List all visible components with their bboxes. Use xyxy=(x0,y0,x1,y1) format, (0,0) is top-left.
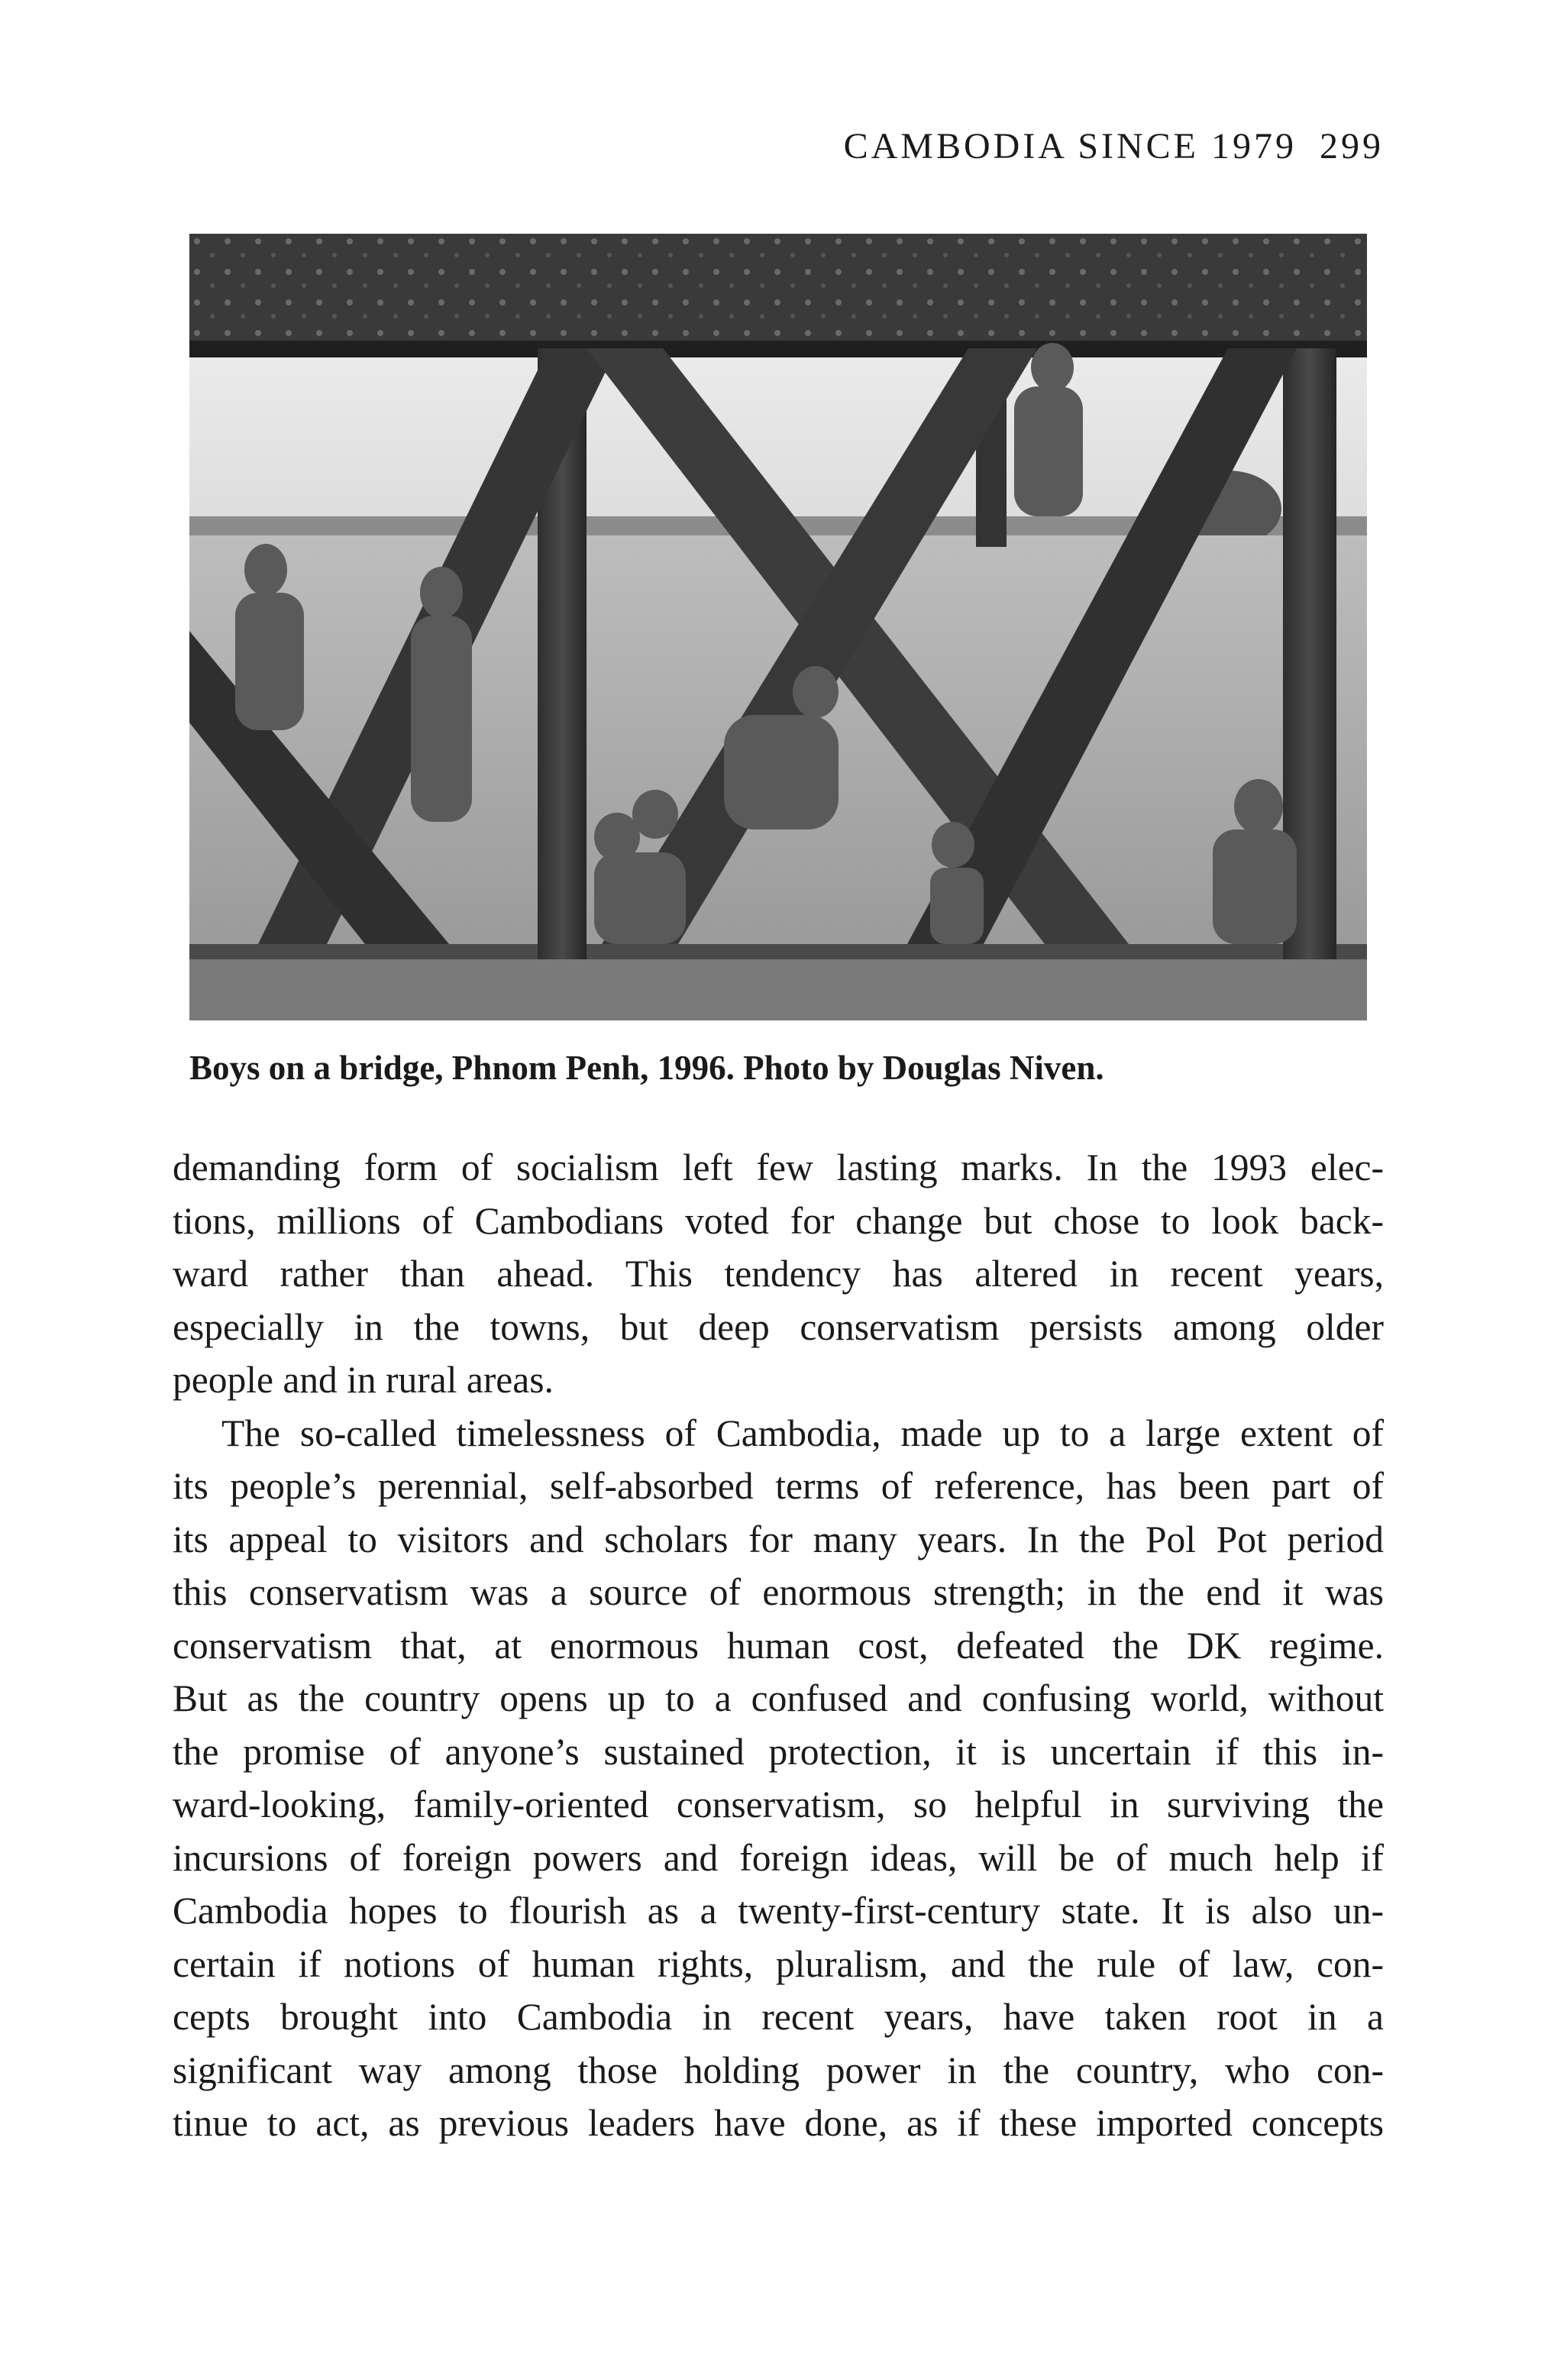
text-line: ward rather than ahead. This tendency has altered in recent years, xyxy=(173,1253,1384,1295)
photograph-illustration xyxy=(189,234,1367,1020)
text-line: especially in the towns, but deep conservatism persists among older xyxy=(173,1305,1384,1348)
text-line: tions, millions of Cambodians voted for change but chose to look back- xyxy=(173,1199,1384,1242)
figure-caption: Boys on a bridge, Phnom Penh, 1996. Photo by Douglas Niven. xyxy=(189,1049,1104,1087)
text-line: this conservatism was a source of enormous strength; in the end it was xyxy=(173,1571,1384,1613)
running-head xyxy=(844,125,1384,167)
text-line: its people’s perennial, self-absorbed terms of reference, has been part of xyxy=(173,1465,1384,1507)
running-head-title: CAMBODIA SINCE 1979 xyxy=(843,126,1297,167)
text-line: conservatism that, at enormous human cost, defeated the DK regime. xyxy=(173,1624,1384,1667)
text-line: Cambodia hopes to flourish as a twenty-first-century state. It is also un- xyxy=(173,1890,1384,1932)
text-line: ward-looking, family-oriented conservatism, so helpful in surviving the xyxy=(173,1783,1384,1825)
text-line: the promise of anyone’s sustained protection, it is uncertain if this in- xyxy=(173,1730,1384,1773)
paragraph-2 xyxy=(173,1407,1384,2150)
text-line: tinue to act, as previous leaders have done, as if these imported concepts xyxy=(173,2102,1384,2144)
text-line: significant way among those holding power in the country, who con- xyxy=(173,2049,1384,2091)
text-line: cepts brought into Cambodia in recent years, have taken root in a xyxy=(173,1996,1384,2038)
text-line: certain if notions of human rights, pluralism, and the rule of law, con- xyxy=(173,1942,1384,1985)
paragraph-1 xyxy=(173,1141,1384,1407)
photograph-boys-on-bridge xyxy=(189,234,1367,1020)
page-number: 299 xyxy=(1320,126,1384,167)
text-line: its appeal to visitors and scholars for many years. In the Pol Pot period xyxy=(173,1518,1384,1560)
text-line: The so-called timelessness of Cambodia, made up to a large extent of xyxy=(221,1412,1384,1454)
text-line: demanding form of socialism left few lasting marks. In the 1993 elec- xyxy=(173,1146,1384,1188)
text-line: incursions of foreign powers and foreign ideas, will be of much help if xyxy=(173,1836,1384,1879)
text-line: people and in rural areas. xyxy=(173,1359,554,1401)
text-line: But as the country opens up to a confused and confusing world, without xyxy=(173,1677,1384,1719)
body-text xyxy=(173,1141,1384,2150)
